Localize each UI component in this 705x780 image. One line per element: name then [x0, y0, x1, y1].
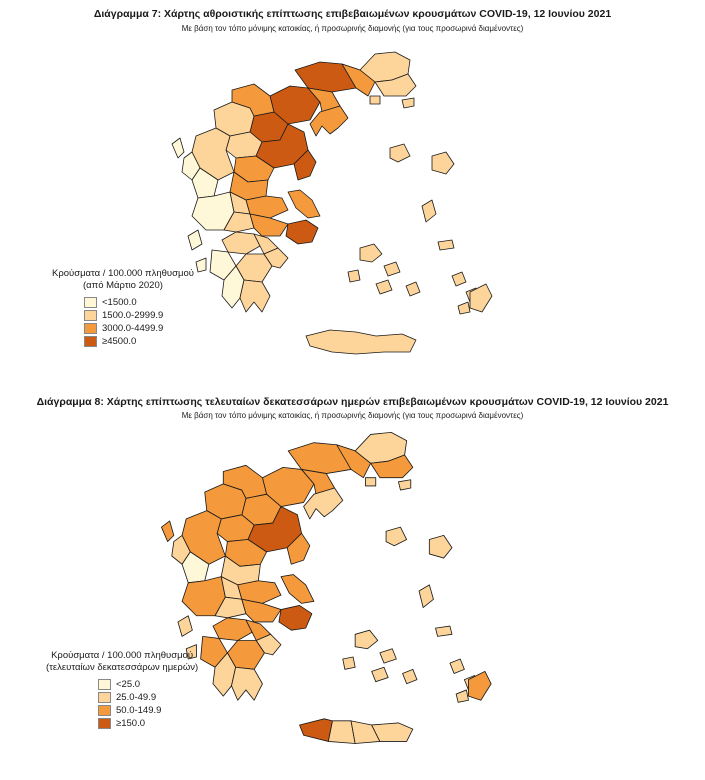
region-samothraki — [398, 480, 410, 490]
map2-legend — [46, 650, 198, 729]
region-chios — [422, 200, 436, 222]
region-kerkyra — [161, 521, 173, 542]
map1-title: Διάγραμμα 7: Χάρτης αθροιστικής επίπτωσης επιβεβαιωμένων κρουσμάτων COVID-19, 12 Ιουνίου 2021 — [93, 8, 612, 20]
region-kerkyra — [172, 138, 184, 158]
region-kefalonia — [178, 616, 192, 637]
legend-item — [84, 322, 194, 334]
map2-legend-title: Κρούσματα / 100.000 πληθυσμού — [51, 650, 194, 661]
region-cyclades — [348, 244, 420, 296]
region-crete — [306, 330, 416, 354]
map2-greece-map — [155, 420, 545, 760]
legend-label: 1500.0-2999.9 — [102, 309, 164, 321]
map2-legend-subtitle: (τελευταίων δεκατεσσάρων ημερών) — [46, 662, 199, 673]
legend-item — [98, 704, 198, 716]
legend-item — [98, 678, 198, 690]
legend-label: 25.0-49.9 — [116, 691, 157, 703]
region-samothraki — [402, 98, 414, 108]
legend-swatch — [98, 705, 111, 716]
region-laconia — [232, 667, 263, 700]
legend-swatch — [84, 310, 97, 321]
legend-item — [98, 717, 198, 729]
legend-label: ≥4500.0 — [102, 335, 137, 347]
region-attica — [279, 605, 312, 630]
legend-swatch — [98, 679, 111, 690]
legend-item — [84, 335, 194, 347]
legend-swatch — [98, 692, 111, 703]
region-zakynthos — [196, 258, 206, 272]
legend-label: <1500.0 — [102, 296, 137, 308]
legend-item — [98, 691, 198, 703]
region-lesvos — [432, 152, 454, 174]
legend-label: 3000.0-4499.9 — [102, 322, 164, 334]
region-crete-chania — [300, 719, 333, 742]
legend-swatch — [98, 718, 111, 729]
legend-swatch — [84, 323, 97, 334]
legend-item — [84, 309, 194, 321]
map1-subtitle: Με βάση τον τόπο μόνιμης κατοικίας, ή προσωρινής διαμονής (για τους προσωρινά διαμένοντες) — [181, 24, 524, 33]
legend-label: <25.0 — [116, 678, 141, 690]
region-rhodes — [470, 284, 492, 312]
region-attica — [286, 220, 318, 244]
map1-legend-subtitle: (από Μάρτιο 2020) — [83, 280, 163, 291]
region-lesvos — [429, 535, 452, 558]
region-samos — [438, 240, 454, 250]
region-cyclades — [343, 630, 417, 684]
map1-legend — [52, 268, 194, 347]
region-evia — [288, 190, 320, 218]
region-kefalonia — [188, 230, 202, 250]
region-limnos — [390, 144, 410, 162]
region-samos — [436, 626, 452, 636]
legend-swatch — [84, 297, 97, 308]
region-rhodes — [468, 671, 491, 700]
legend-label: ≥150.0 — [116, 717, 145, 729]
legend-item — [84, 296, 194, 308]
region-chios — [419, 585, 433, 608]
region-thasos — [370, 96, 380, 104]
region-thasos — [365, 478, 375, 486]
legend-label: 50.0-149.9 — [116, 704, 162, 716]
region-evia — [281, 575, 314, 604]
map1-legend-title: Κρούσματα / 100.000 πληθυσμού — [52, 268, 194, 279]
region-crete-rethymno — [328, 721, 355, 744]
region-limnos — [386, 527, 407, 546]
map2-subtitle: Με βάση τον τόπο μόνιμης κατοικίας, ή προσωρινής διαμονής (για τους προσωρινά διαμένοντες) — [181, 411, 524, 420]
map2-title: Διάγραμμα 8: Χάρτης επίπτωσης τελευταίων δεκατεσσάρων ημερών επιβεβαιωμένων κρουσμάτων COVID-19, 12 Ιουνίου 2021 — [36, 396, 669, 408]
region-laconia — [240, 280, 270, 312]
legend-swatch — [84, 336, 97, 347]
map1-greece-map — [170, 40, 540, 370]
